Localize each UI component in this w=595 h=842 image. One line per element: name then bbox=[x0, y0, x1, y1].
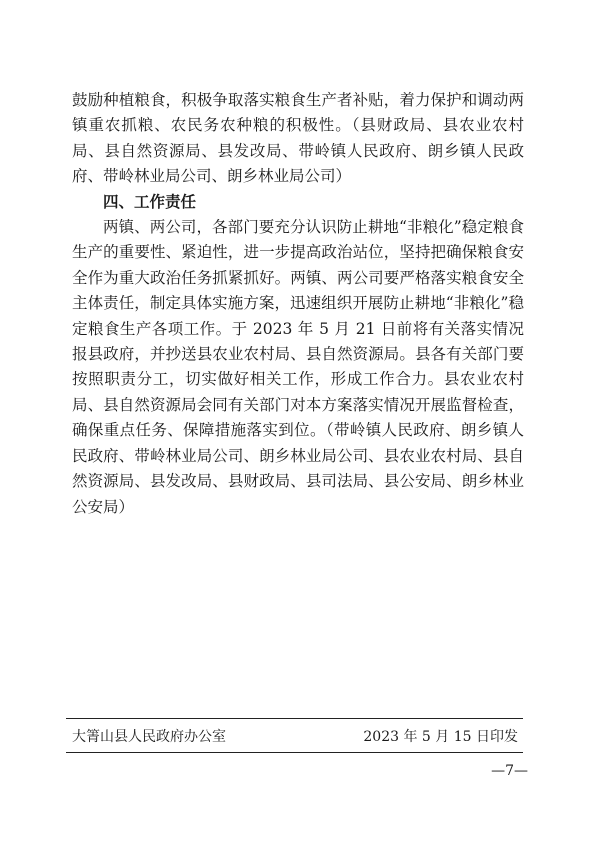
continued-paragraph: 鼓励种植粮食，积极争取落实粮食生产者补贴，着力保护和调动两镇重农抓粮、农民务农种粮的积极性。（县财政局、县农业农村局、县自然资源局、县发改局、带岭镇人民政府、朗乡镇人民政府、带岭林业局公司、朗乡林业局公司） bbox=[72, 91, 524, 186]
footer-issuer: 大箐山县人民政府办公室 bbox=[72, 729, 226, 745]
footer-bottom-rule bbox=[66, 752, 523, 753]
footer bbox=[72, 724, 518, 748]
footer-top-rule bbox=[66, 718, 523, 719]
footer-print-date: 2023 年 5 月 15 日印发 bbox=[363, 729, 518, 745]
document-body bbox=[72, 88, 524, 520]
page-number: —7— bbox=[491, 763, 528, 779]
main-paragraph: 两镇、两公司，各部门要充分认识防止耕地“非粮化”稳定粮食生产的重要性、紧迫性，进一步提高政治站位，坚持把确保粮食安全作为重大政治任务抓紧抓好。两镇、两公司要严格落实粮食安全主体责任，制定具体实施方案，迅速组织开展防止耕地“非粮化”稳定粮食生产各项工作。于 2023 年 5 月 21 日前将有关落实情况报县政府，并抄送县农业农村局、县自然资源局。县各有关部门要按照职责分工，切实做好相关工作，形成工作合力。县农业农村局、县自然资源局会同有关部门对本方案落实情况开展监督检查，确保重点任务、保障措施落实到位。（带岭镇人民政府、朗乡镇人民政府、带岭林业局公司、朗乡林业局公司、县农业农村局、县自然资源局、县发改局、县财政局、县司法局、县公安局、朗乡林业公安局） bbox=[72, 218, 524, 516]
section-heading: 四、工作责任 bbox=[103, 192, 197, 211]
